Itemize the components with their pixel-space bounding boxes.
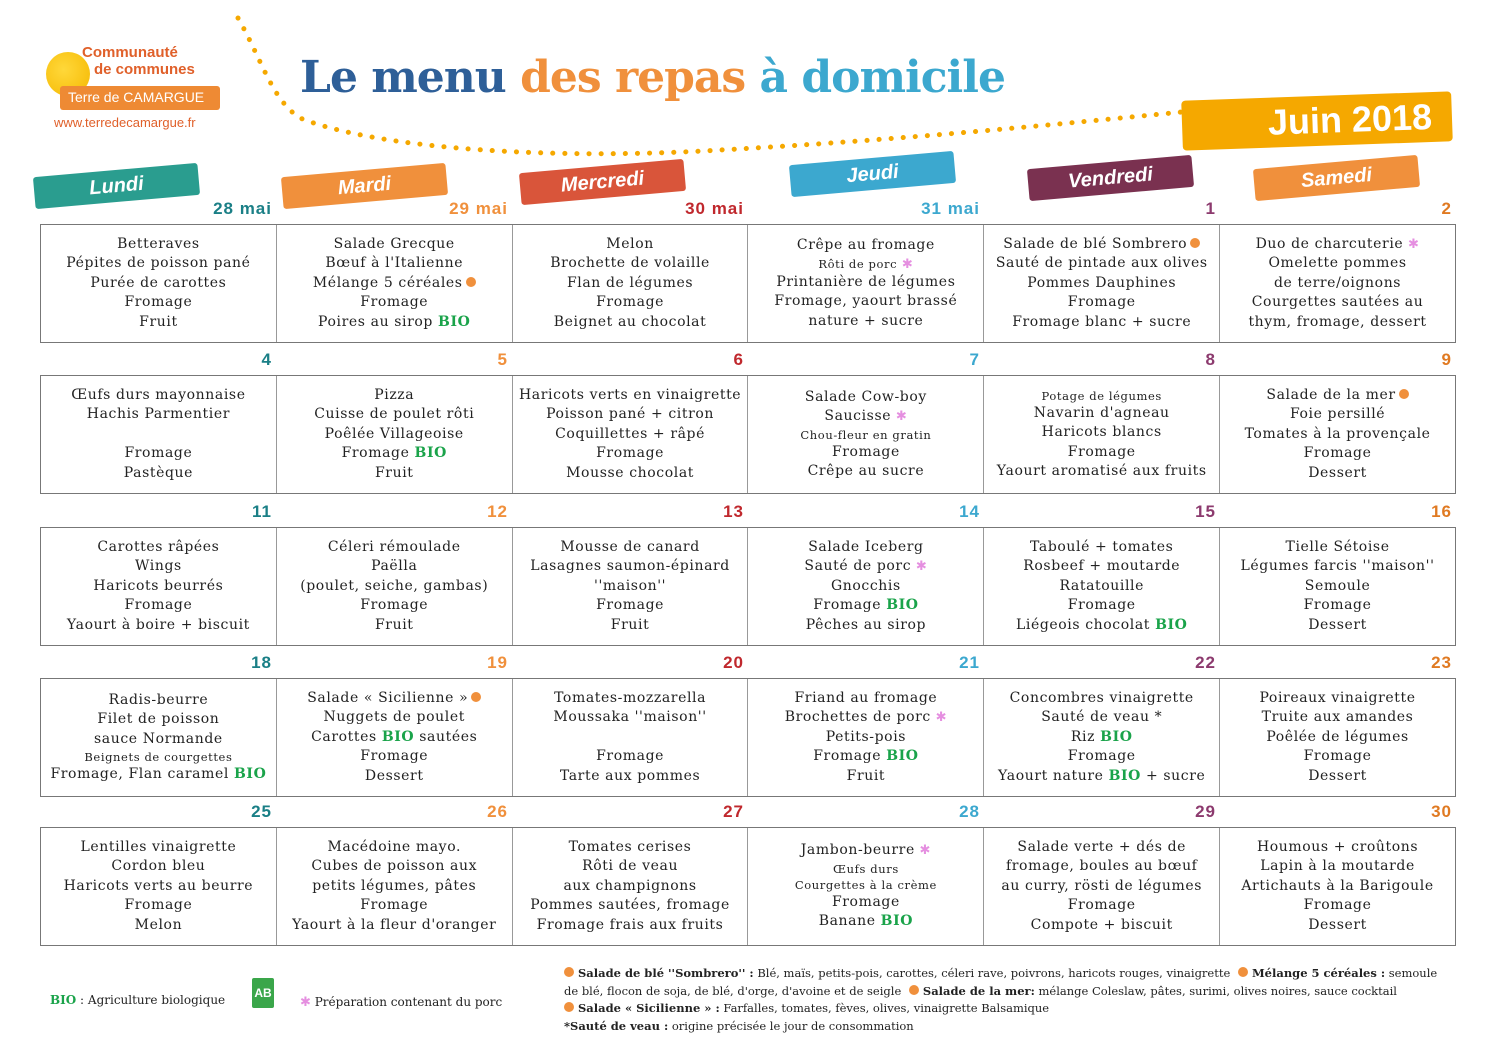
menu-cell	[41, 828, 277, 945]
menu-line: Fromage blanc + sucre	[1012, 313, 1192, 330]
menu-line: Tomates à la provençale	[1244, 425, 1431, 442]
menu-cell	[984, 225, 1220, 342]
menu-line: Banane BIO	[818, 913, 914, 930]
logo-url[interactable]: www.terredecamargue.fr	[54, 115, 196, 130]
week-row	[40, 827, 1456, 946]
menu-line: Salade verte + dés de	[1017, 838, 1187, 855]
menu-line: Artichauts à la Barigoule	[1241, 877, 1434, 894]
menu-line: Chou-fleur en gratin	[800, 427, 932, 442]
menu-cell	[748, 376, 984, 493]
date-label: 21	[959, 653, 980, 672]
menu-line: Légumes farcis ''maison''	[1240, 558, 1435, 575]
menu-line: Filet de poisson	[97, 711, 220, 727]
menu-line: Liégeois chocolat BIO	[1015, 616, 1188, 633]
date-label: 14	[959, 502, 980, 521]
menu-line: Fromage	[1303, 897, 1372, 914]
menu-line: Tomates cerises	[568, 838, 692, 855]
menu-line: Mousse chocolat	[566, 464, 695, 481]
menu-line: Dessert	[364, 767, 424, 784]
menu-cell	[277, 376, 513, 493]
menu-line: Fromage BIO	[813, 597, 919, 614]
menu-line: Poires au sirop BIO	[318, 313, 471, 330]
menu-line: Fruit	[846, 767, 886, 784]
menu-cell	[277, 679, 513, 796]
menu-cell	[513, 679, 749, 796]
menu-line: Rôti de porc ✱	[818, 256, 914, 272]
menu-line: Œufs durs mayonnaise	[71, 386, 246, 403]
menu-line: Omelette pommes	[1268, 255, 1407, 272]
menu-line: Potage de légumes	[1041, 388, 1162, 403]
menu-line: Salade Cow-boy	[804, 388, 927, 405]
date-label: 30 mai	[685, 199, 744, 218]
bio-badge: BIO	[381, 728, 415, 745]
menu-line: Truite aux amandes	[1261, 709, 1414, 726]
logo-band-text: Terre de CAMARGUE	[68, 89, 205, 105]
menu-line: Fromage	[1067, 748, 1136, 765]
menu-line: Mousse de canard	[560, 538, 700, 555]
menu-line: Houmous + croûtons	[1256, 838, 1419, 855]
day-label-mardi: Mardi	[281, 163, 448, 209]
menu-line	[156, 425, 161, 445]
menu-line: Lentilles vinaigrette	[80, 838, 237, 855]
menu-line: Fromage	[1303, 748, 1372, 765]
menu-line: Rosbeef + moutarde	[1023, 558, 1181, 575]
menu-line: Fromage, yaourt brassé	[774, 293, 958, 309]
page-title	[300, 52, 1005, 103]
menu-line: Fromage	[596, 445, 665, 462]
menu-line: Dessert	[1308, 916, 1367, 933]
menu-line: Pépites de poisson pané	[66, 255, 251, 272]
orange-dot-icon	[1238, 967, 1248, 977]
menu-line: de terre/oignons	[1273, 274, 1402, 291]
menu-cell	[1220, 828, 1455, 945]
week-row	[40, 224, 1456, 343]
bio-badge: BIO	[1155, 616, 1188, 633]
bio-badge: BIO	[1100, 728, 1133, 745]
date-label: 18	[251, 653, 272, 672]
menu-line: Gnocchis	[831, 577, 901, 594]
menu-line: Poireaux vinaigrette	[1259, 689, 1416, 706]
title-part-3: à domicile	[759, 52, 1005, 103]
menu-line: Salade « Sicilienne »	[307, 689, 481, 709]
date-label: 29	[1195, 802, 1216, 821]
orange-dot-icon	[466, 277, 476, 287]
menu-cell	[984, 528, 1220, 645]
menu-line: Fromage	[124, 897, 193, 914]
menu-line: Lasagnes saumon-épinard	[530, 558, 730, 575]
orange-dot-icon	[471, 692, 481, 702]
menu-cell	[1220, 679, 1455, 796]
date-label: 30	[1431, 802, 1452, 821]
menu-cell	[513, 528, 749, 645]
date-label: 13	[723, 502, 744, 521]
menu-line: Fruit	[610, 616, 650, 633]
menu-line: Pêches au sirop	[805, 616, 927, 633]
menu-line: Printanière de légumes	[776, 273, 956, 290]
menu-line: Semoule	[1304, 577, 1371, 594]
date-label: 22	[1195, 653, 1216, 672]
menu-line: Fromage	[596, 597, 665, 614]
bio-badge: BIO	[414, 445, 447, 462]
legend-recipes	[564, 965, 1454, 1035]
date-label: 9	[1441, 350, 1452, 369]
menu-cell	[1220, 376, 1455, 493]
menu-line: Sauté de porc ✱	[804, 558, 928, 575]
menu-line: Taboulé + tomates	[1030, 538, 1174, 555]
menu-line: (poulet, seiche, gambas)	[300, 577, 489, 594]
pork-asterisk-icon: ✱	[300, 995, 311, 1010]
menu-line: Jambon-beurre ✱	[800, 842, 932, 859]
menu-cell	[277, 225, 513, 342]
menu-line: Sauté de pintade aux olives	[995, 255, 1208, 272]
legend-bio-key: BIO	[50, 993, 77, 1007]
date-label: 15	[1195, 502, 1216, 521]
menu-line: Fruit	[374, 464, 414, 481]
date-label: 25	[251, 802, 272, 821]
menu-line: Saucisse ✱	[824, 408, 908, 424]
legend-pork-text: Préparation contenant du porc	[314, 995, 503, 1009]
menu-line: Beignets de courgettes	[84, 750, 233, 764]
menu-line: Courgettes sautées au	[1251, 294, 1424, 311]
menu-line: Fromage	[596, 748, 665, 765]
menu-line: Yaourt à boire + biscuit	[66, 616, 250, 633]
ab-organic-logo-icon: AB	[252, 978, 274, 1008]
date-label: 7	[969, 350, 980, 369]
menu-line: Haricots blancs	[1041, 424, 1162, 440]
menu-line: Fromage BIO	[341, 445, 447, 462]
menu-line: Friand au fromage	[794, 689, 938, 706]
menu-line: Fruit	[374, 616, 414, 633]
menu-line: Cuisse de poulet rôti	[314, 406, 475, 423]
menu-line: Bœuf à l'Italienne	[325, 255, 464, 272]
menu-line: Fromage	[831, 443, 900, 460]
menu-line: Haricots beurrés	[93, 577, 224, 594]
menu-line: aux champignons	[563, 877, 697, 894]
date-label: 5	[497, 350, 508, 369]
menu-line: Fruit	[139, 313, 178, 330]
date-label: 20	[723, 653, 744, 672]
menu-cell	[748, 828, 984, 945]
menu-line: Crêpe au fromage	[796, 237, 935, 253]
date-label: 27	[723, 802, 744, 821]
menu-cell	[277, 828, 513, 945]
menu-cell	[41, 225, 277, 342]
menu-line: Pastèque	[123, 464, 194, 481]
logo-line-1: Communauté	[82, 44, 178, 61]
legend-line-2: Salade « Sicilienne » : Farfalles, tomates, fèves, olives, vinaigrette Balsamique	[564, 1000, 1454, 1018]
menu-line: Petits-pois	[825, 728, 907, 745]
bio-badge: BIO	[1108, 767, 1141, 784]
menu-line: Fromage	[124, 445, 193, 462]
menu-line: Fromage	[831, 893, 900, 910]
menu-line: Coquillettes + râpé	[555, 425, 706, 442]
menu-line: Pommes sautées, fromage	[530, 897, 730, 914]
orange-dot-icon	[564, 967, 574, 977]
menu-line: Fromage	[360, 748, 429, 765]
menu-line: Pizza	[374, 386, 415, 403]
date-label: 2	[1441, 199, 1452, 218]
pork-asterisk-icon: ✱	[891, 409, 908, 424]
menu-line: Flan de légumes	[566, 274, 694, 291]
week-row	[40, 375, 1456, 494]
pork-asterisk-icon: ✱	[911, 559, 928, 575]
week-row	[40, 678, 1456, 797]
title-part-2: des repas	[520, 52, 746, 103]
legend-bio	[50, 993, 225, 1007]
title-part-1: Le menu	[300, 52, 506, 103]
menu-line: Tielle Sétoise	[1285, 538, 1390, 555]
menu-line: ''maison''	[594, 577, 667, 594]
menu-cell	[41, 376, 277, 493]
menu-line: Brochette de volaille	[550, 255, 710, 272]
menu-cell	[748, 679, 984, 796]
orange-dot-icon	[1399, 389, 1409, 399]
menu-line: Yaourt aromatisé aux fruits	[996, 463, 1207, 479]
menu-line: Moussaka ''maison''	[553, 709, 707, 726]
menu-line: Yaourt nature BIO + sucre	[998, 767, 1206, 784]
menu-line: Poêlée de légumes	[1266, 728, 1409, 745]
menu-line: Fromage BIO	[813, 748, 919, 765]
date-label: 28	[959, 802, 980, 821]
week-row	[40, 527, 1456, 646]
bio-badge: BIO	[886, 597, 919, 614]
menu-line: Salade Grecque	[333, 235, 455, 252]
menu-line: Cordon bleu	[111, 858, 206, 875]
legend-line-1: Salade de blé ''Sombrero'' : Blé, maïs, petits-pois, carottes, céleri rave, poivrons, haricots rouges, vinaigrette Mélange 5 céréales : semoule de blé, flocon de soja, de blé, d'orge, d'avoine et de seigle Salade de la mer: mélange Coleslaw, pâtes, surimi, olives noires, sauce cocktail	[564, 966, 1438, 998]
menu-line: Salade Iceberg	[808, 538, 924, 555]
menu-line: Haricots verts au beurre	[63, 877, 254, 894]
menu-line: Haricots verts en vinaigrette	[518, 386, 742, 403]
menu-line: Poêlée Villageoise	[324, 425, 464, 442]
menu-line: petits légumes, pâtes	[312, 877, 477, 894]
menu-line: thym, fromage, dessert	[1248, 313, 1427, 330]
menu-line: Crêpe au sucre	[807, 463, 925, 479]
bio-badge: BIO	[886, 748, 919, 765]
date-label: 29 mai	[449, 199, 508, 218]
date-label: 11	[252, 502, 272, 521]
menu-line: Compote + biscuit	[1030, 916, 1173, 933]
menu-line: fromage, boules au bœuf	[1005, 858, 1198, 875]
menu-line: Fromage	[360, 294, 429, 311]
menu-line: Brochettes de porc ✱	[784, 709, 948, 726]
menu-cell	[1220, 528, 1455, 645]
orange-dot-icon	[909, 985, 919, 995]
pork-asterisk-icon: ✱	[897, 256, 914, 272]
menu-line: Fromage	[596, 294, 665, 311]
menu-line: au curry, rösti de légumes	[1001, 877, 1203, 894]
logo-line-2: de communes	[94, 61, 195, 78]
menu-line: Carottes BIO sautées	[311, 728, 478, 745]
menu-cell	[277, 528, 513, 645]
orange-dot-icon	[564, 1002, 574, 1012]
menu-cell	[513, 828, 749, 945]
day-label-lundi: Lundi	[33, 163, 200, 209]
menu-line: Radis-beurre	[108, 691, 209, 708]
month-banner	[1181, 91, 1453, 150]
menu-line: Poisson pané + citron	[546, 406, 715, 423]
menu-line: Fromage	[1067, 443, 1136, 460]
menu-line: Dessert	[1308, 464, 1367, 481]
menu-line: Fromage	[360, 897, 429, 914]
legend-bio-text: : Agriculture biologique	[80, 993, 226, 1007]
menu-line: nature + sucre	[808, 312, 924, 329]
date-label: 1	[1205, 199, 1216, 218]
menu-cell	[748, 225, 984, 342]
menu-line: Fromage	[1303, 445, 1372, 462]
menu-line: Betteraves	[117, 235, 200, 252]
menu-line: Fromage	[1067, 897, 1136, 914]
menu-line: Salade de blé Sombrero	[1003, 235, 1200, 255]
menu-cell	[984, 679, 1220, 796]
menu-line: Fromage frais aux fruits	[536, 916, 724, 933]
menu-line: Riz BIO	[1070, 728, 1133, 745]
menu-line: sauce Normande	[94, 730, 223, 747]
menu-line: Ratatouille	[1059, 577, 1145, 594]
menu-line: Fromage	[1067, 294, 1136, 311]
menu-line: Œufs durs	[832, 861, 899, 876]
menu-cell	[41, 528, 277, 645]
date-label: 16	[1431, 502, 1452, 521]
menu-line: Cubes de poisson aux	[311, 858, 478, 875]
date-label: 12	[487, 502, 508, 521]
bio-badge: BIO	[233, 766, 267, 782]
menu-line: Fromage	[1303, 597, 1372, 614]
menu-line: Beignet au chocolat	[553, 313, 707, 330]
day-label-jeudi: Jeudi	[789, 151, 956, 197]
menu-line: Fromage	[124, 294, 193, 311]
menu-cell	[748, 528, 984, 645]
date-label: 4	[261, 350, 272, 369]
menu-cell	[984, 376, 1220, 493]
menu-line: Tarte aux pommes	[559, 767, 701, 784]
legend-line-3: *Sauté de veau : origine précisée le jour de consommation	[564, 1018, 914, 1033]
menu-line: Melon	[134, 916, 183, 933]
menu-line: Yaourt à la fleur d'oranger	[292, 916, 497, 933]
day-label-samedi: Samedi	[1253, 155, 1420, 201]
menu-line: Céleri rémoulade	[327, 538, 461, 555]
bio-badge: BIO	[438, 313, 471, 330]
menu-line: Fromage	[360, 597, 429, 614]
menu-line: Hachis Parmentier	[86, 406, 231, 423]
menu-line: Concombres vinaigrette	[1009, 689, 1194, 706]
menu-cell	[984, 828, 1220, 945]
menu-line: Lapin à la moutarde	[1260, 858, 1415, 875]
menu-line: Carottes râpées	[97, 538, 220, 555]
menu-line: Foie persillé	[1289, 406, 1386, 423]
date-label: 31 mai	[921, 199, 980, 218]
menu-line: Dessert	[1308, 616, 1367, 633]
menu-cell	[513, 376, 749, 493]
day-label-vendredi: Vendredi	[1027, 155, 1194, 201]
bio-badge: BIO	[880, 913, 914, 930]
menu-line: Tomates-mozzarella	[554, 689, 707, 706]
menu-line: Melon	[606, 235, 654, 252]
logo-band	[60, 86, 220, 110]
date-label: 6	[733, 350, 744, 369]
date-label: 28 mai	[213, 199, 272, 218]
menu-line: Purée de carottes	[90, 274, 227, 291]
menu-line	[628, 728, 633, 748]
menu-line: Nuggets de poulet	[323, 709, 465, 726]
menu-cell	[513, 225, 749, 342]
menu-line: Rôti de veau	[582, 858, 679, 875]
month-label: Juin 2018	[1267, 95, 1433, 143]
day-label-mercredi: Mercredi	[519, 159, 686, 205]
menu-line: Wings	[135, 558, 182, 575]
menu-line: Pommes Dauphines	[1027, 274, 1177, 291]
date-label: 19	[487, 653, 508, 672]
date-label: 23	[1431, 653, 1452, 672]
menu-line: Mélange 5 céréales	[313, 274, 476, 294]
menu-line: Sauté de veau *	[1041, 709, 1163, 726]
menu-line: Navarin d'agneau	[1033, 404, 1170, 421]
menu-line: Fromage, Flan caramel BIO	[50, 766, 267, 782]
menu-cell	[41, 679, 277, 796]
menu-line: Duo de charcuterie ✱	[1255, 235, 1420, 252]
legend-pork	[300, 995, 502, 1010]
menu-line: Fromage	[1067, 597, 1136, 614]
menu-cell	[1220, 225, 1455, 342]
date-label: 8	[1205, 350, 1216, 369]
date-label: 26	[487, 802, 508, 821]
menu-line: Salade de la mer	[1266, 386, 1408, 406]
orange-dot-icon	[1190, 238, 1200, 248]
menu-line: Macédoine mayo.	[327, 838, 462, 855]
pork-asterisk-icon: ✱	[914, 843, 932, 859]
menu-line: Dessert	[1308, 767, 1367, 784]
menu-line: Courgettes à la crème	[794, 877, 937, 892]
menu-line: Fromage	[124, 597, 193, 614]
pork-asterisk-icon: ✱	[1403, 236, 1420, 252]
menu-line: Paëlla	[371, 558, 418, 575]
pork-asterisk-icon: ✱	[930, 710, 948, 726]
